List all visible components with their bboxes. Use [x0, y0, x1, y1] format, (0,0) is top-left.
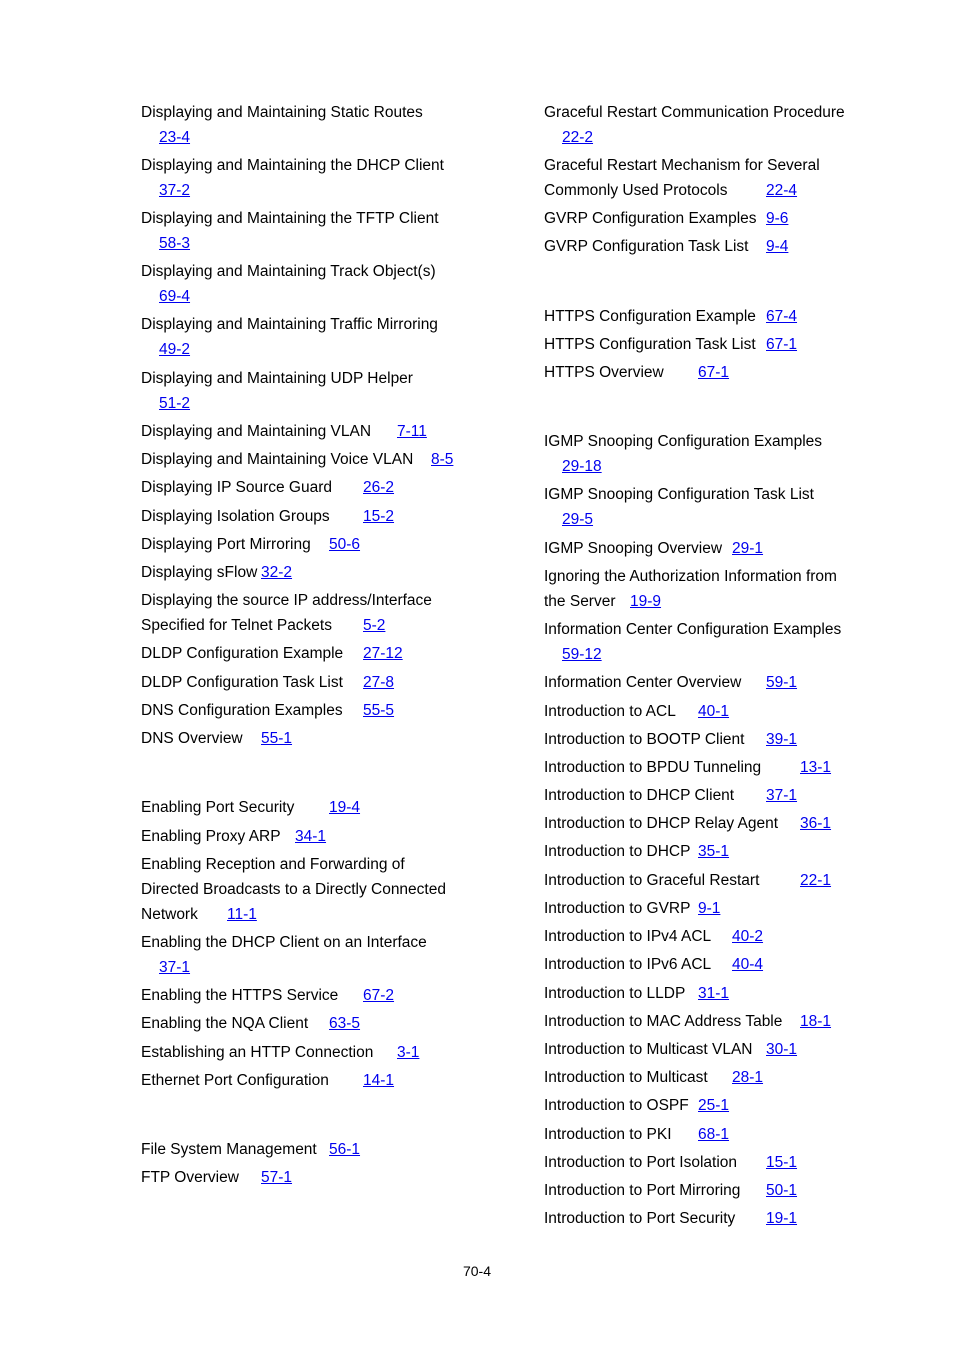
index-entry-text: File System Management 56-1: [141, 1137, 317, 1162]
index-entry: [544, 360, 730, 385]
index-entry-page-line: [544, 642, 841, 667]
index-page-link[interactable]: 29-18: [562, 458, 602, 475]
index-entry: [141, 670, 395, 695]
index-entry-text: Network 11-1: [141, 902, 446, 927]
index-page-link[interactable]: 15-2: [363, 508, 395, 525]
index-entry: [141, 100, 423, 150]
index-page-link[interactable]: 37-2: [159, 182, 191, 199]
index-entry: [544, 755, 832, 780]
index-entry-text: Displaying the source IP address/Interface: [141, 592, 432, 609]
index-entry-text: DNS Configuration Examples 55-5: [141, 698, 343, 723]
index-page-link[interactable]: 40-1: [698, 703, 730, 720]
index-entry-page-line: [141, 337, 438, 362]
index-page-link[interactable]: 19-9: [630, 593, 662, 610]
index-entry: [544, 783, 798, 808]
index-entry: [544, 868, 832, 893]
index-page-link[interactable]: 63-5: [329, 1015, 361, 1032]
index-page-link[interactable]: 22-2: [562, 129, 594, 146]
index-page-link[interactable]: 8-5: [431, 451, 454, 468]
index-page-link[interactable]: 67-1: [766, 336, 798, 353]
index-page-link[interactable]: 18-1: [800, 1013, 832, 1030]
page-number: 70-4: [462, 1263, 492, 1279]
index-page-link[interactable]: 13-1: [800, 759, 832, 776]
index-page-link[interactable]: 29-1: [732, 540, 764, 557]
index-page-link[interactable]: 40-2: [732, 928, 764, 945]
index-entry: [544, 429, 822, 479]
index-page-link[interactable]: 22-4: [766, 182, 798, 199]
index-entry-text: Displaying Isolation Groups 15-2: [141, 504, 330, 529]
index-entry-text: HTTPS Configuration Task List 67-1: [544, 332, 756, 357]
index-entry-text: Introduction to BPDU Tunneling 13-1: [544, 755, 761, 780]
index-entry-text: Graceful Restart Mechanism for Several: [544, 157, 820, 174]
index-entry: [544, 234, 789, 259]
index-entry: [544, 981, 730, 1006]
index-entry: [544, 1150, 798, 1175]
index-page-link[interactable]: 56-1: [329, 1141, 361, 1158]
index-page-link[interactable]: 31-1: [698, 985, 730, 1002]
index-entry: [544, 1122, 730, 1147]
index-page-link[interactable]: 7-11: [397, 423, 427, 440]
index-entry: [544, 304, 798, 329]
index-entry: [544, 727, 798, 752]
index-entry: [141, 153, 444, 203]
index-page-link[interactable]: 67-2: [363, 987, 395, 1004]
index-entry: [544, 924, 764, 949]
index-entry-text: HTTPS Overview 67-1: [544, 360, 664, 385]
index-entry: [141, 259, 436, 309]
index-page-link[interactable]: 27-12: [363, 645, 403, 662]
index-entry-text: Displaying and Maintaining UDP Helper: [141, 370, 413, 387]
index-page-link[interactable]: 67-4: [766, 308, 798, 325]
index-page-link[interactable]: 37-1: [159, 959, 191, 976]
index-entry-page-line: [141, 231, 439, 256]
index-page-link[interactable]: 50-1: [766, 1182, 798, 1199]
index-page-link[interactable]: 57-1: [261, 1169, 293, 1186]
index-entry: [544, 564, 837, 614]
index-page-link[interactable]: 9-6: [766, 210, 789, 227]
index-entry-text: Introduction to LLDP 31-1: [544, 981, 685, 1006]
index-page-link[interactable]: 5-2: [363, 617, 386, 634]
index-entry-text: Information Center Configuration Examples: [544, 621, 842, 638]
index-entry-text: Ethernet Port Configuration 14-1: [141, 1068, 329, 1093]
index-entry-text: Introduction to IPv6 ACL 40-4: [544, 952, 711, 977]
index-entry-text: Displaying and Maintaining the DHCP Client: [141, 157, 444, 174]
index-page-link[interactable]: 29-5: [562, 511, 594, 528]
index-entry-text: DLDP Configuration Task List 27-8: [141, 670, 343, 695]
index-entry-text: Introduction to DHCP Client 37-1: [544, 783, 734, 808]
index-page-link[interactable]: 23-4: [159, 129, 191, 146]
index-page-link[interactable]: 68-1: [698, 1126, 730, 1143]
index-entry-text: Introduction to ACL 40-1: [544, 699, 676, 724]
index-page-link[interactable]: 55-1: [261, 730, 293, 747]
index-entry: [141, 1068, 395, 1093]
index-entry: [544, 1009, 832, 1034]
index-entry-text: Introduction to Multicast 28-1: [544, 1065, 708, 1090]
index-page-link[interactable]: 26-2: [363, 479, 395, 496]
index-entry: [544, 811, 832, 836]
index-page-link[interactable]: 59-12: [562, 646, 602, 663]
index-page-link[interactable]: 69-4: [159, 288, 191, 305]
index-entry-text: HTTPS Configuration Example 67-4: [544, 304, 756, 329]
index-entry: [544, 952, 764, 977]
index-entry-page-line: [141, 178, 444, 203]
index-page-link[interactable]: 51-2: [159, 395, 191, 412]
index-page-link[interactable]: 30-1: [766, 1041, 798, 1058]
index-page-link[interactable]: 27-8: [363, 674, 395, 691]
index-page-link[interactable]: 28-1: [732, 1069, 764, 1086]
index-entry: [544, 482, 814, 532]
index-page-link[interactable]: 32-2: [261, 564, 293, 581]
index-page-link[interactable]: 67-1: [698, 364, 730, 381]
index-page-link[interactable]: 19-1: [766, 1210, 798, 1227]
index-entry-page-line: [141, 391, 413, 416]
index-entry-text: Introduction to IPv4 ACL 40-2: [544, 924, 711, 949]
index-page-link[interactable]: 59-1: [766, 674, 798, 691]
index-entry-text: Introduction to PKI 68-1: [544, 1122, 672, 1147]
index-entry-text: Enabling the DHCP Client on an Interface: [141, 934, 427, 951]
index-entry: [544, 896, 721, 921]
index-entry-text: IGMP Snooping Overview 29-1: [544, 536, 722, 561]
index-page-link[interactable]: 34-1: [295, 828, 327, 845]
index-entry-text: Enabling Reception and Forwarding of: [141, 856, 405, 873]
index-entry-text: IGMP Snooping Configuration Task List: [544, 486, 814, 503]
index-entry-text: Specified for Telnet Packets 5-2: [141, 613, 432, 638]
index-page-link[interactable]: 50-6: [329, 536, 361, 553]
index-entry: [544, 332, 798, 357]
index-entry: [141, 504, 395, 529]
index-entry: [544, 100, 845, 150]
index-page-link[interactable]: 36-1: [800, 815, 832, 832]
index-entry: [141, 1165, 293, 1190]
index-entry: [141, 795, 361, 820]
index-page-link[interactable]: 9-4: [766, 238, 789, 255]
index-entry-text: Displaying sFlow 32-2: [141, 560, 257, 585]
index-entry: [141, 930, 427, 980]
index-entry-text: Displaying and Maintaining Traffic Mirroring: [141, 316, 438, 333]
index-entry-text: Introduction to Port Security 19-1: [544, 1206, 735, 1231]
index-entry-text: Introduction to DHCP 35-1: [544, 839, 690, 864]
index-entry: [544, 1178, 798, 1203]
index-entry-text: DLDP Configuration Example 27-12: [141, 641, 343, 666]
index-entry-text: Introduction to Port Isolation 15-1: [544, 1150, 737, 1175]
index-entry: [544, 839, 730, 864]
index-entry-text: Information Center Overview 59-1: [544, 670, 741, 695]
index-entry: [141, 532, 361, 557]
index-entry: [141, 1137, 361, 1162]
index-page-link[interactable]: 19-4: [329, 799, 361, 816]
index-entry-page-line: [141, 955, 427, 980]
index-entry: [141, 206, 439, 256]
index-entry: [544, 670, 798, 695]
index-entry: [141, 983, 395, 1008]
index-page-link[interactable]: 3-1: [397, 1044, 420, 1061]
index-page-link[interactable]: 25-1: [698, 1097, 730, 1114]
index-entry: [544, 1037, 798, 1062]
index-entry: [141, 560, 293, 585]
index-page-link[interactable]: 58-3: [159, 235, 191, 252]
index-entry: [544, 1206, 798, 1231]
index-page-link[interactable]: 39-1: [766, 731, 798, 748]
index-entry-text: Commonly Used Protocols 22-4: [544, 178, 820, 203]
index-entry-text: Displaying and Maintaining the TFTP Client: [141, 210, 439, 227]
index-entry-text: Introduction to Multicast VLAN 30-1: [544, 1037, 753, 1062]
index-page-link[interactable]: 15-1: [766, 1154, 798, 1171]
index-entry-text: Displaying and Maintaining VLAN 7-11: [141, 419, 371, 444]
index-entry-page-line: [141, 284, 436, 309]
index-entry-text: Ignoring the Authorization Information from: [544, 568, 837, 585]
index-page-link[interactable]: 14-1: [363, 1072, 395, 1089]
index-entry: [141, 475, 395, 500]
index-page-link[interactable]: 9-1: [698, 900, 721, 917]
index-entry-text: Introduction to Port Mirroring 50-1: [544, 1178, 740, 1203]
index-entry: [544, 699, 730, 724]
index-entry-text: FTP Overview 57-1: [141, 1165, 239, 1190]
index-entry-text: IGMP Snooping Configuration Examples: [544, 433, 823, 450]
index-page-link[interactable]: 35-1: [698, 843, 730, 860]
index-entry-page-line: [544, 454, 822, 479]
index-entry-text: Introduction to Graceful Restart 22-1: [544, 868, 759, 893]
index-entry: [141, 824, 327, 849]
index-entry-text: GVRP Configuration Examples 9-6: [544, 206, 757, 231]
index-entry: [141, 726, 293, 751]
index-entry-text: Enabling Proxy ARP 34-1: [141, 824, 281, 849]
index-entry: [141, 447, 454, 472]
index-entry: [141, 1040, 420, 1065]
index-entry-text: Displaying and Maintaining Static Routes: [141, 104, 423, 121]
index-entry-text: Introduction to GVRP 9-1: [544, 896, 690, 921]
index-entry: [141, 419, 427, 444]
index-entry-text: DNS Overview 55-1: [141, 726, 243, 751]
index-entry-text: Introduction to MAC Address Table 18-1: [544, 1009, 782, 1034]
index-entry-text: Displaying Port Mirroring 50-6: [141, 532, 311, 557]
index-entry: [141, 1011, 361, 1036]
index-page-link[interactable]: 55-5: [363, 702, 395, 719]
index-entry-text: Enabling the HTTPS Service 67-2: [141, 983, 338, 1008]
index-entry: [544, 206, 789, 231]
index-entry: [141, 312, 438, 362]
index-entry-page-line: [544, 507, 814, 532]
index-entry-text: Introduction to OSPF 25-1: [544, 1093, 689, 1118]
index-entry-text: Displaying IP Source Guard 26-2: [141, 475, 332, 500]
index-entry-text: Directed Broadcasts to a Directly Connected: [141, 881, 446, 898]
index-entry-text: GVRP Configuration Task List 9-4: [544, 234, 748, 259]
index-entry: [544, 153, 820, 203]
index-page-link[interactable]: 49-2: [159, 341, 191, 358]
index-entry: [544, 536, 764, 561]
index-entry-text: Enabling the NQA Client 63-5: [141, 1011, 308, 1036]
index-entry-text: Displaying and Maintaining Voice VLAN 8-5: [141, 447, 413, 472]
index-entry: [141, 588, 432, 638]
index-entry-text: Introduction to DHCP Relay Agent 36-1: [544, 811, 778, 836]
index-entry-page-line: [141, 125, 423, 150]
index-entry: [544, 1093, 730, 1118]
index-entry-text: the Server 19-9: [544, 589, 837, 614]
index-entry: [141, 698, 395, 723]
index-entry-text: Graceful Restart Communication Procedure: [544, 104, 845, 121]
index-entry: [141, 641, 403, 666]
index-entry-text: Establishing an HTTP Connection 3-1: [141, 1040, 373, 1065]
index-entry-text: Displaying and Maintaining Track Object(s): [141, 263, 436, 280]
index-entry-text: Introduction to BOOTP Client 39-1: [544, 727, 744, 752]
index-entry: [544, 617, 841, 667]
index-entry: [141, 852, 446, 927]
index-page-link[interactable]: 40-4: [732, 956, 764, 973]
index-entry: [141, 366, 413, 416]
index-page-link[interactable]: 37-1: [766, 787, 798, 804]
index-entry-text: Enabling Port Security 19-4: [141, 795, 294, 820]
index-entry-page-line: [544, 125, 845, 150]
index-entry: [544, 1065, 764, 1090]
index-page-link[interactable]: 11-1: [227, 906, 257, 923]
index-page-link[interactable]: 22-1: [800, 872, 832, 889]
